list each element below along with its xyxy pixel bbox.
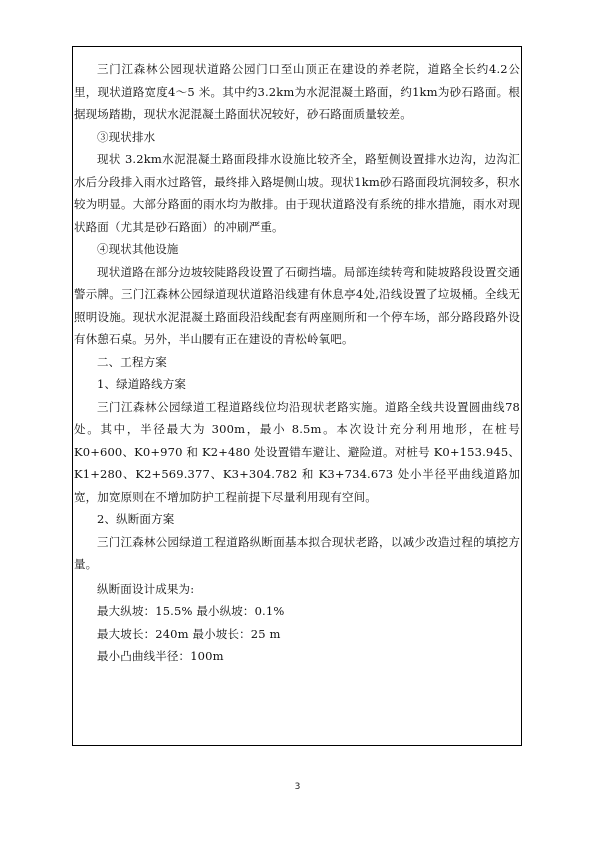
document-body xyxy=(74,58,520,668)
page-number: 3 xyxy=(294,782,301,792)
heading-engineering-plan: 二、工程方案 xyxy=(97,354,167,369)
profile-curve-radius: 最小凸曲线半径：100m xyxy=(97,649,224,663)
heading-route-plan: 1、绿道路线方案 xyxy=(97,377,187,391)
heading-current-drainage: ③现状排水 xyxy=(97,129,156,144)
paragraph-profile: 三门江森林公园绿道工程道路纵断面基本拟合现状老路，以减少改造过程的填挖方量。 xyxy=(74,534,520,571)
paragraph-current-road: 三门江森林公园现状道路公园门口至山顶正在建设的养老院，道路全长约4.2公里，现状道路宽度4～5 米。其中约3.2km为水泥混凝土路面，约1km为砂石路面。根据现场踏勘，现状水泥混凝土路面状况较好，砂石路面质量较差。 xyxy=(74,62,520,121)
profile-length-values: 最大坡长：240m 最小坡长：25 m xyxy=(97,626,281,641)
heading-profile-plan: 2、纵断面方案 xyxy=(97,512,175,526)
paragraph-drainage: 现状 3.2km水泥混凝土路面段排水设施比较齐全，路堑侧设置排水边沟，边沟汇水后分段排入雨水过路管，最终排入路堤侧山坡。现状1km砂石路面段坑洞较多，积水较为明显。大部分路面的雨水均为散排。由于现状道路没有系统的排水措施，雨水对现状路面（尤其是砂石路面）的冲刷严重。 xyxy=(74,152,520,234)
heading-other-facilities: ④现状其他设施 xyxy=(97,242,179,256)
paragraph-route: 三门江森林公园绿道工程道路线位均沿现状老路实施。道路全线共设置圆曲线78 处。其中，半径最大为 300m，最小 8.5m。本次设计充分利用地形，在桩号 K0+600、K0+970 和 K2+480 处设置错车避让、避险道。对桩号 K0+153.945、K1+280、K2+569.377、K3+304.782 和 K3+734.673 处小半径平曲线道路加宽，加宽原则在不增加防护工程前提下尽量利用现有空间。 xyxy=(74,399,520,504)
profile-results-intro: 纵断面设计成果为: xyxy=(97,581,195,596)
profile-grade-values: 最大纵坡：15.5% 最小纵坡：0.1% xyxy=(97,604,285,618)
paragraph-facilities: 现状道路在部分边坡较陡路段设置了石砌挡墙。局部连续转弯和陡坡路段设置交通警示牌。三门江森林公园绿道现状道路沿线建有休息亭4处,沿线设置了垃圾桶。全线无照明设施。现状水泥混凝土路面段沿线配套有两座厕所和一个停车场，部分路段路外设有休憩石桌。另外，半山腰有正在建设的青松岭氧吧。 xyxy=(74,264,520,346)
